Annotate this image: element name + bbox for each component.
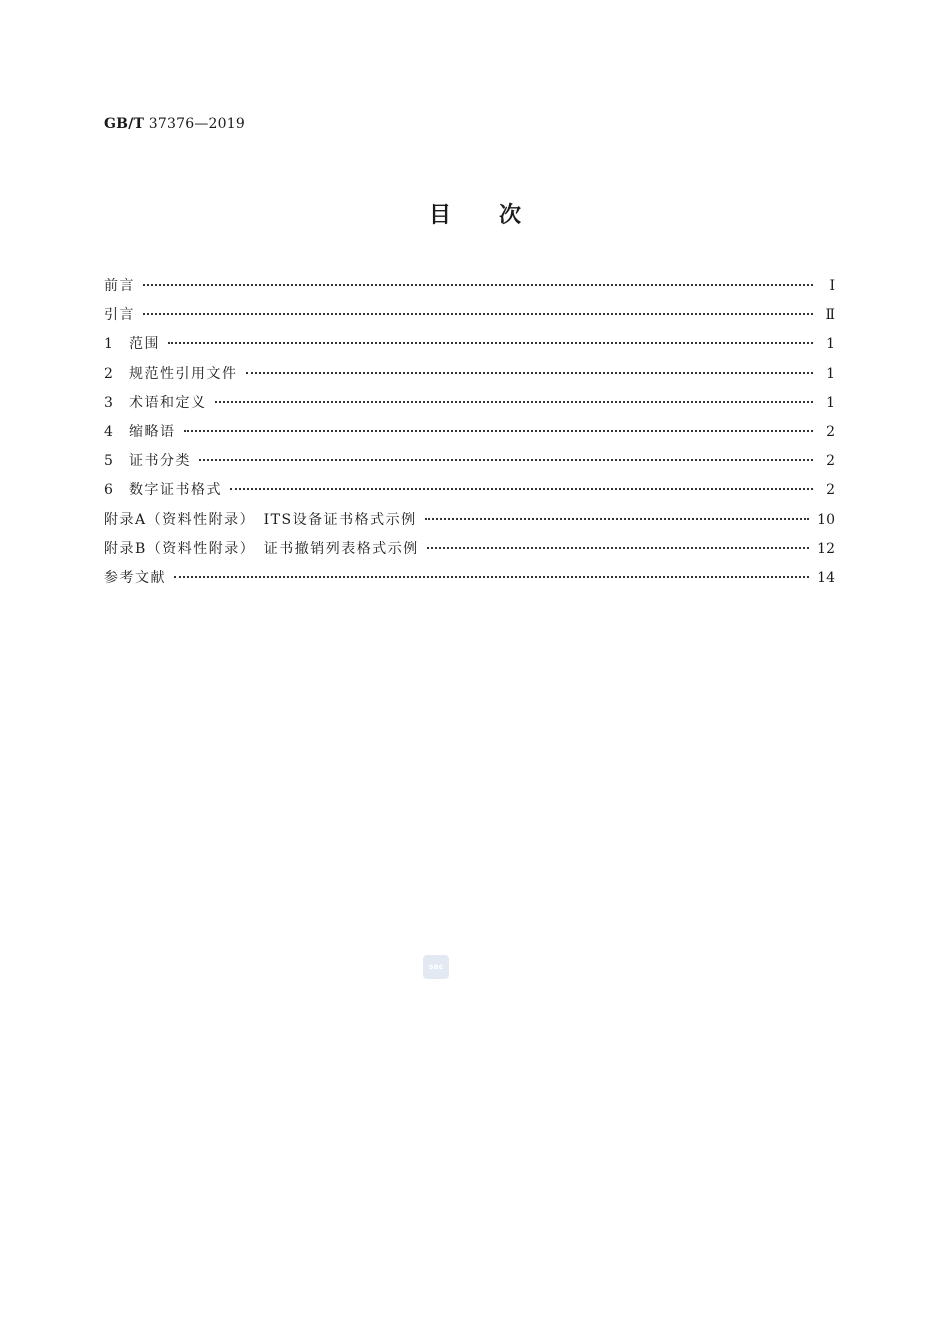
toc-entry-label: 规范性引用文件	[129, 365, 238, 382]
toc-entry[interactable]	[104, 568, 835, 597]
toc-entry-label: 附录B（资料性附录） 证书撤销列表格式示例	[104, 540, 419, 557]
toc-entry[interactable]	[104, 305, 835, 334]
standard-code	[104, 116, 245, 132]
toc-entry-label: 数字证书格式	[129, 482, 222, 499]
toc-dot-leader	[184, 430, 814, 432]
toc-entry-label: 前言	[104, 278, 135, 294]
toc-entry-number: 6	[104, 482, 113, 499]
toc-entry-number: 1	[104, 336, 113, 353]
toc-entry-page: 2	[826, 423, 835, 440]
toc-entry-page: 1	[826, 394, 835, 411]
toc-dot-leader	[215, 401, 814, 403]
toc-dot-leader	[199, 459, 813, 461]
toc-dot-leader	[427, 547, 809, 549]
toc-dot-leader	[143, 313, 813, 315]
toc-entry-page: Ⅱ	[825, 307, 835, 324]
page-title: 目次	[428, 203, 569, 228]
watermark-logo: sac	[423, 955, 449, 979]
standard-code-prefix: GB/T	[104, 116, 145, 132]
toc-dot-leader	[143, 284, 813, 286]
toc-entry[interactable]	[104, 510, 835, 539]
toc-entry-page: 10	[817, 511, 835, 528]
toc-entry-label: 术语和定义	[129, 394, 207, 411]
toc-entry-label: 附录A（资料性附录） ITS设备证书格式示例	[104, 511, 417, 528]
toc-entry-page: Ⅰ	[829, 278, 835, 294]
toc-entry-number: 4	[104, 423, 113, 440]
toc-dot-leader	[168, 342, 813, 344]
toc-entry[interactable]	[104, 480, 835, 509]
toc-entry-label: 引言	[104, 307, 135, 324]
toc-entry-number: 5	[104, 453, 113, 470]
toc-entry-page: 1	[826, 336, 835, 353]
toc-entry-label: 证书分类	[129, 453, 191, 470]
table-of-contents	[104, 276, 835, 597]
toc-dot-leader	[246, 372, 814, 374]
standard-code-number: 37376—2019	[148, 116, 245, 132]
toc-dot-leader	[230, 488, 813, 490]
toc-entry-page: 2	[826, 482, 835, 499]
toc-entry[interactable]	[104, 393, 835, 422]
toc-dot-leader	[425, 518, 810, 520]
toc-entry-label: 范围	[129, 336, 160, 353]
toc-entry[interactable]	[104, 451, 835, 480]
toc-entry-number: 3	[104, 394, 113, 411]
toc-entry-page: 14	[817, 569, 835, 586]
toc-entry-label: 缩略语	[129, 423, 176, 440]
toc-entry[interactable]	[104, 364, 835, 393]
toc-entry-page: 2	[826, 453, 835, 470]
toc-entry[interactable]	[104, 422, 835, 451]
toc-entry[interactable]	[104, 276, 835, 305]
toc-entry-label: 参考文献	[104, 569, 166, 586]
toc-entry[interactable]	[104, 334, 835, 363]
toc-dot-leader	[174, 576, 809, 578]
toc-entry-page: 12	[817, 540, 835, 557]
toc-entry[interactable]	[104, 539, 835, 568]
toc-entry-page: 1	[826, 365, 835, 382]
toc-entry-number: 2	[104, 365, 113, 382]
